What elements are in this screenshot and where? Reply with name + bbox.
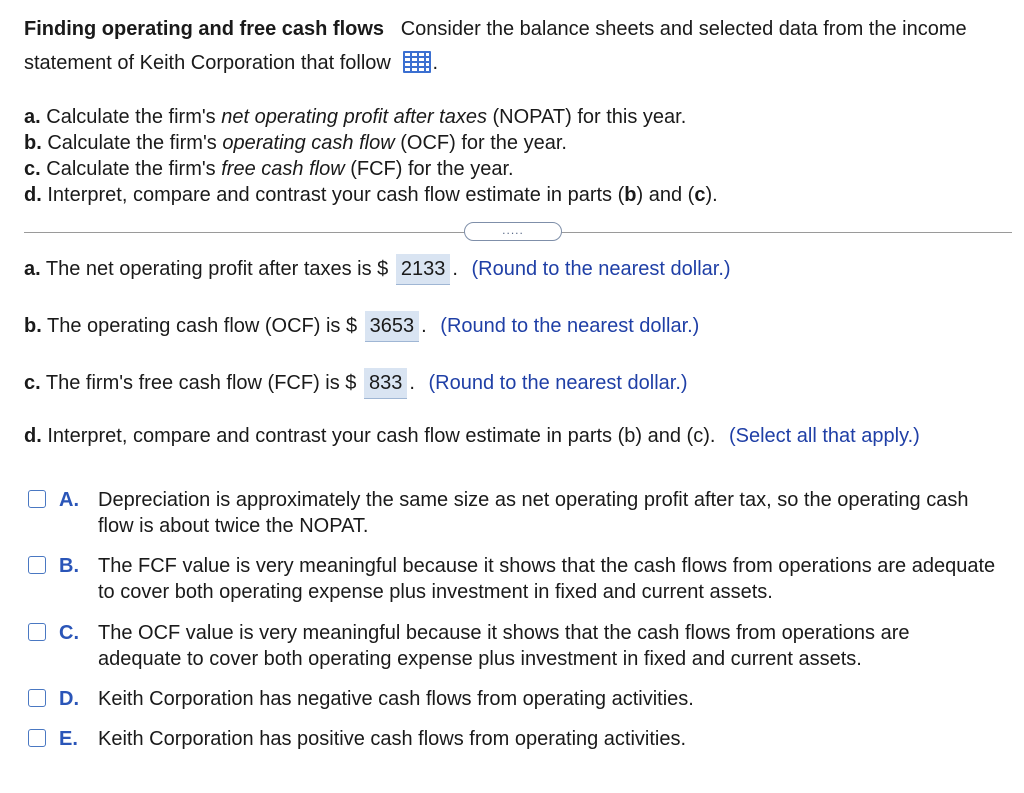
option-b[interactable]: B. The FCF value is very meaningful because it shows that the cash flows from operations are adequate to cover both operating expense plus investment in fixed and current assets. [28, 553, 998, 605]
answer-a-value[interactable]: 2133 [396, 254, 451, 285]
answer-b-hint: (Round to the nearest dollar.) [440, 315, 700, 337]
expand-more-button[interactable]: ..... [464, 222, 562, 241]
problem-heading: Finding operating and free cash flows [24, 18, 385, 40]
option-e[interactable]: E. Keith Corporation has positive cash flows from operating activities. [28, 726, 998, 752]
option-e-checkbox[interactable] [28, 729, 46, 747]
option-b-checkbox[interactable] [28, 556, 46, 574]
answer-b-value[interactable]: 3653 [365, 311, 420, 342]
task-a: a. Calculate the firm's net operating profit after taxes (NOPAT) for this year. [24, 106, 687, 128]
option-a[interactable]: A. Depreciation is approximately the same size as net operating profit after tax, so the operating cash flow is about twice the NOPAT. [28, 487, 998, 539]
problem-intro [24, 12, 1004, 80]
answer-c-value[interactable]: 833 [364, 368, 407, 399]
option-d[interactable]: D. Keith Corporation has negative cash flows from operating activities. [28, 686, 998, 712]
option-c[interactable]: C. The OCF value is very meaningful because it shows that the cash flows from operations are adequate to cover both operating expense plus investment in fixed and current assets. [28, 620, 998, 672]
problem-text: Consider the balance sheets and selected data from the income statement of Keith Corporation that follow [24, 18, 967, 74]
question-d-hint: (Select all that apply.) [728, 425, 920, 447]
answer-a-hint: (Round to the nearest dollar.) [471, 258, 731, 280]
task-b: b. Calculate the firm's operating cash flow (OCF) for the year. [24, 132, 567, 154]
answer-b: b. The operating cash flow (OCF) is $ 3653 . (Round to the nearest dollar.) [24, 311, 699, 342]
data-table-icon[interactable] [402, 50, 432, 74]
intro-period: . [432, 52, 438, 74]
option-a-checkbox[interactable] [28, 490, 46, 508]
answer-c: c. The firm's free cash flow (FCF) is $ 833 . (Round to the nearest dollar.) [24, 368, 688, 399]
option-d-checkbox[interactable] [28, 689, 46, 707]
answer-a: a. The net operating profit after taxes is $ 2133 . (Round to the nearest dollar.) [24, 254, 731, 285]
task-list [24, 104, 718, 208]
answer-c-hint: (Round to the nearest dollar.) [428, 372, 688, 394]
option-c-checkbox[interactable] [28, 623, 46, 641]
task-d: d. Interpret, compare and contrast your cash flow estimate in parts (b) and (c). [24, 184, 718, 206]
task-c: c. Calculate the firm's free cash flow (FCF) for the year. [24, 158, 514, 180]
question-d: d. Interpret, compare and contrast your cash flow estimate in parts (b) and (c). (Select all that apply.) [24, 425, 920, 447]
